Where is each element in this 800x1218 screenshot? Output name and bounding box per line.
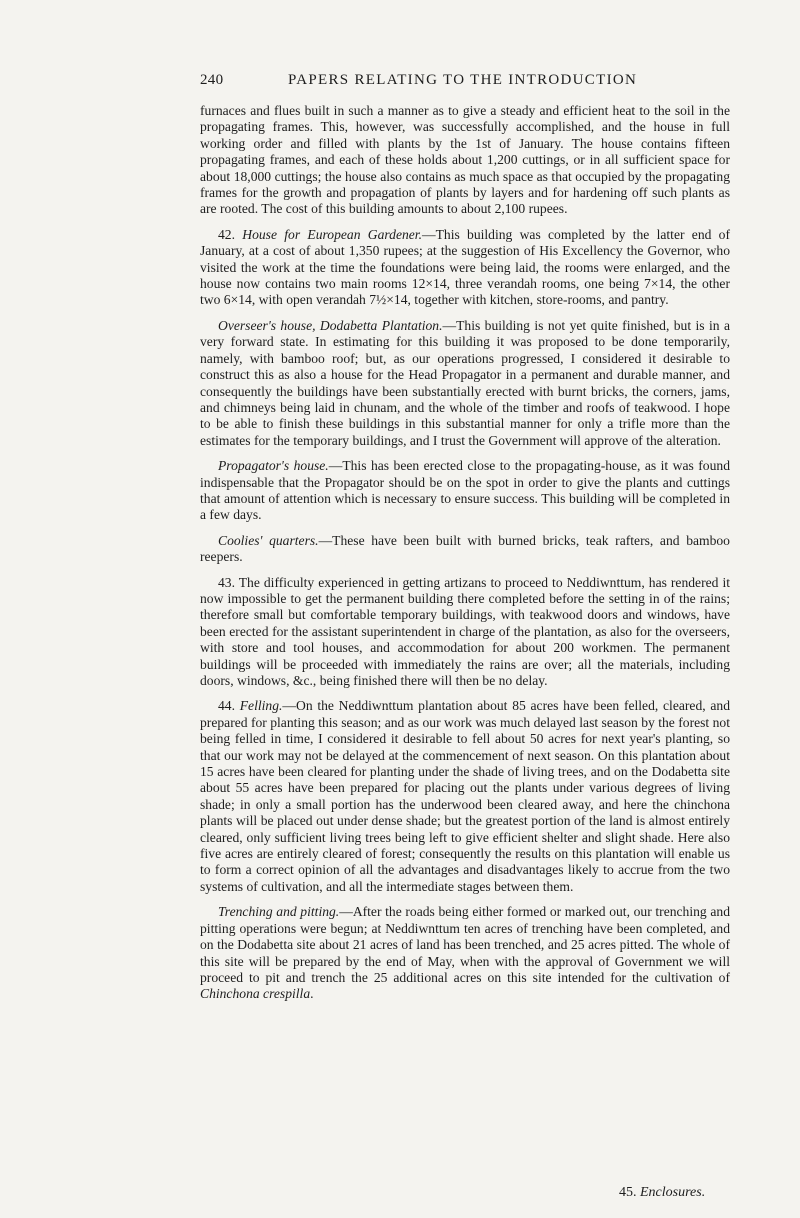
paragraph-text: —This has been erected close to the propagating-house, as it was found indispensable that the Propagator should be on the spot in order to give the plants and cuttings that amount of attention which is necessary to ensure success. This building will be completed in a few days. xyxy=(200,458,730,523)
body-text xyxy=(200,103,730,1012)
paragraph-heading: Felling. xyxy=(239,698,283,714)
paragraph-heading: Overseer's house, Dodabetta Plantation. xyxy=(218,317,443,333)
paragraph-text: —This building is not yet quite finished, but is in a very forward state. In estimating for this building it was proposed to be done temporarily, namely, with bamboo roof; but, as our operations progressed, I considered it desirable to construct this as also a house for the Head Propagator in a permanent and durable manner, and consequently the buildings have been substantially erected with burnt bricks, the corners, jams, and chimneys being laid in chunam, and the whole of the timber and roofs of teakwood. I hope to be able to finish these buildings in this substantial manner for only a trifle more than the estimates for the temporary buildings, and I trust the Government will approve of the alteration. xyxy=(200,317,730,448)
paragraph-trenching-pitting xyxy=(200,904,730,1002)
paragraph-furnaces xyxy=(200,103,730,218)
species-name: Chinchona crespilla xyxy=(200,986,311,1002)
paragraph-text: furnaces and flues built in such a manner as to give a steady and efficient heat to the soil in the propagating frames. This, however, was successfully accomplished, and the house in full working order and filled with plants by the 1st of January. The house contains fifteen propagating frames, and each of these holds about 1,200 cuttings, or in all sufficient space for about 18,000 cuttings; the house also contains as much space as that occupied by the propagating frames for the growth and propagation of plants by layers and for hardening off such plants as are rooted. The cost of this building amounts to about 2,100 rupees. xyxy=(200,103,730,217)
paragraph-text: 43. The difficulty experienced in getting artizans to proceed to Neddiwnttum, has rendered it now impossible to get the permanent building there completed before the setting in of the rains; therefore small but comfortable temporary buildings, with teakwood doors and windows, have been erected for the assistant superintendent in charge of the plantation, as also for the overseers, with store and tool houses, and accommodation for about 200 workmen. The permanent buildings will be proceeded with immediately the rains are over; all the materials, including doors, windows, &c., being finished there will then be no delay. xyxy=(200,574,730,688)
paragraph-42-gardener-house xyxy=(200,227,730,309)
paragraph-heading: Coolies' quarters. xyxy=(218,532,319,548)
sentence-end: . xyxy=(310,986,314,1002)
paragraph-heading: Propagator's house. xyxy=(218,458,329,474)
paragraph-text: —On the Neddiwnttum plantation about 85 acres have been felled, cleared, and prepared for planting this season; and as our work was much delayed last season by the forest not being felled in time, I considered it desirable to fell about 50 acres for next year's planting, so that our work may not be delayed at the commencement of next season. On this plantation about 15 acres have been cleared for planting under the shade of living trees, and on the Dodabetta site about 55 acres have been prepared for placing out the plants under various degrees of living shade; in only a small portion has the underwood been cleared away, and here the chinchona plants will be placed out under dense shade; but the greatest portion of the land is almost entirely cleared, only sufficient living trees being left to give efficient shelter and slight shade. Here also five acres are entirely cleared of forest; consequently the results on this plantation will enable us to form a correct opinion of all the advantages and disadvantages likely to accrue from the two systems of cultivation, and all the intermediate stages between them. xyxy=(200,698,730,894)
paragraph-number: 42. xyxy=(218,226,243,242)
paragraph-number: 44. xyxy=(218,698,240,714)
paragraph-heading: House for European Gardener. xyxy=(242,226,422,242)
page-number: 240 xyxy=(200,72,224,88)
catchword-number: 45. xyxy=(619,1185,640,1200)
page-header xyxy=(200,72,730,94)
paragraph-44-felling xyxy=(200,698,730,895)
paragraph-overseer-house xyxy=(200,318,730,449)
catchword xyxy=(619,1185,705,1201)
paragraph-43-artizans xyxy=(200,575,730,690)
paragraph-text: —This building was completed by the latter end of January, at a cost of about 1,350 rupees; at the suggestion of His Excellency the Governor, who visited the work at the time the foundations were being laid, the rooms were enlarged, and the house now contains two main rooms 12×14, three verandah rooms, one being 7×14, the other two 6×14, with open verandah 7½×14, together with kitchen, store-rooms, and pantry. xyxy=(200,226,730,308)
paragraph-coolies-quarters xyxy=(200,533,730,566)
paragraph-propagator-house xyxy=(200,458,730,524)
paragraph-text: —After the roads being either formed or marked out, our trenching and pitting operations were begun; at Neddiwnttum ten acres of trenching have been completed, and on the Dodabetta site about 21 acres of land has been trenched, and 25 acres pitted. The whole of this site will be prepared by the end of May, when with the approval of Government we will proceed to pit and trench the 25 additional acres on this site intended for the cultivation of xyxy=(200,904,731,985)
running-title: PAPERS RELATING TO THE INTRODUCTION xyxy=(288,72,638,88)
paragraph-text: —These have been built with burned bricks, teak rafters, and bamboo reepers. xyxy=(200,532,730,565)
catchword-word: Enclosures. xyxy=(640,1185,706,1200)
paragraph-heading: Trenching and pitting. xyxy=(218,904,340,920)
